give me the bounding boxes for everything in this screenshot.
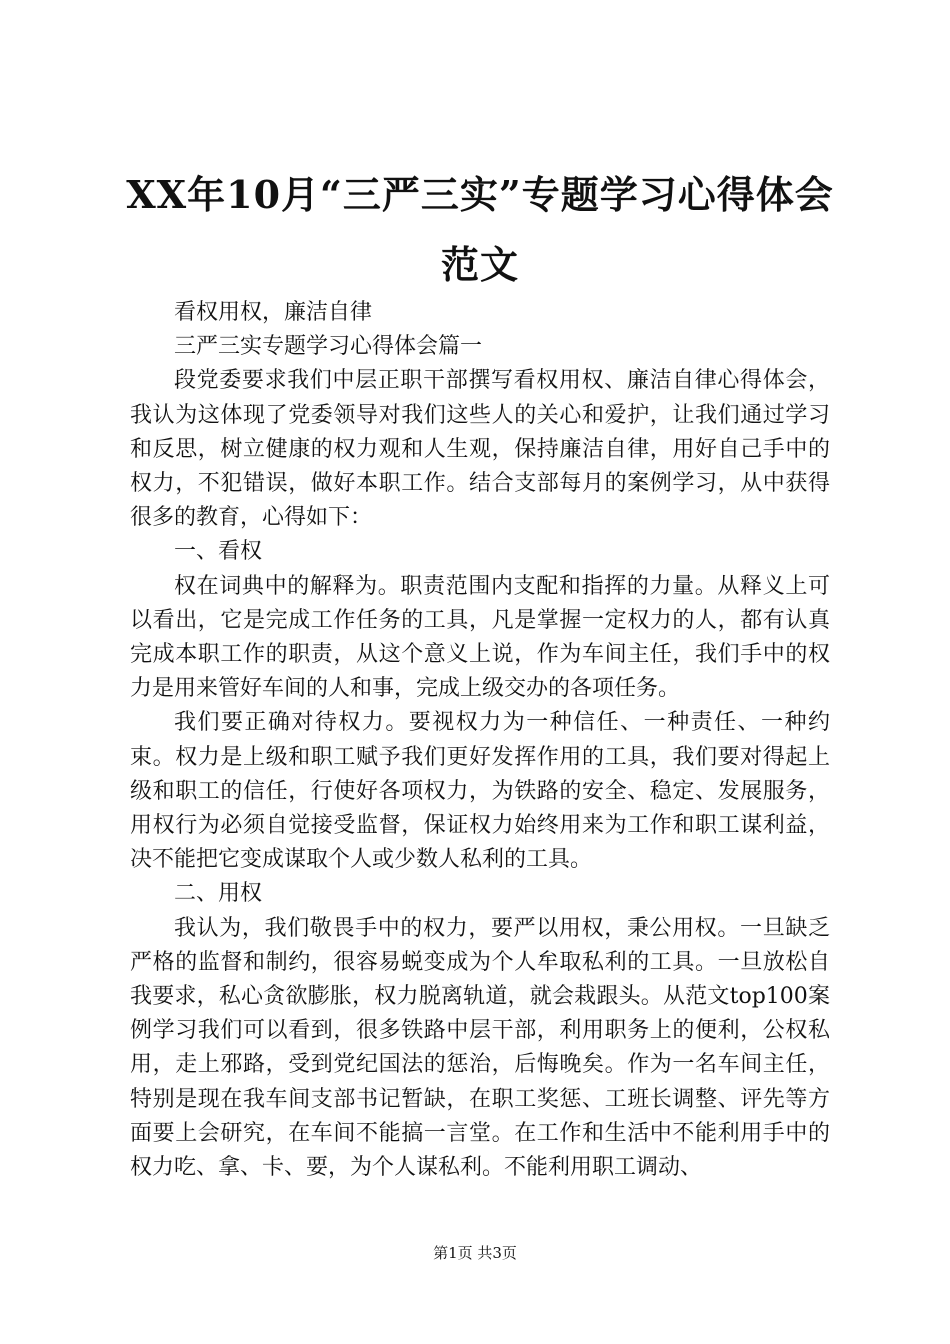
paragraph: 段党委要求我们中层正职干部撰写看权用权、廉洁自律心得体会，我认为这体现了党委领导对我们这些人的关心和爱护，让我们通过学习和反思，树立健康的权力观和人生观，保持廉洁自律，用好自己手中的权力，不犯错误，做好本职工作。结合支部每月的案例学习，从中获得很多的教育，心得如下：	[130, 368, 830, 531]
paragraph: 看权用权，廉洁自律	[174, 300, 373, 325]
paragraph: 二、用权	[174, 881, 263, 907]
document-body	[130, 296, 830, 1185]
document-title: XX年10月“三严三实”专题学习心得体会范文	[126, 172, 834, 287]
paragraph: 权在词典中的解释为。职责范围内支配和指挥的力量。从释义上可以看出，它是完成工作任务的工具，凡是掌握一定权力的人，都有认真完成本职工作的职责，从这个意义上说，作为车间主任，我们手中的权力是用来管好车间的人和事，完成上级交办的各项任务。	[130, 573, 830, 702]
paragraph: 我们要正确对待权力。要视权力为一种信任、一种责任、一种约束。权力是上级和职工赋予我们更好发挥作用的工具，我们要对得起上级和职工的信任，行使好各项权力，为铁路的安全、稳定、发展服务，用权行为必须自觉接受监督，保证权力始终用来为工作和职工谋利益，决不能把它变成谋取个人或少数人私利的工具。	[130, 710, 830, 873]
paragraph: 一、看权	[174, 539, 263, 565]
paragraph: 三严三实专题学习心得体会篇一	[174, 334, 483, 360]
page-footer: 第1页 共3页	[433, 1244, 517, 1262]
paragraph: 我认为，我们敬畏手中的权力，要严以用权，秉公用权。一旦缺乏严格的监督和制约，很容易蜕变成为个人牟取私利的工具。一旦放松自我要求，私心贪欲膨胀，权力脱离轨道，就会栽跟头。从范文top100案例学习我们可以看到，很多铁路中层干部，利用职务上的便利，公权私用，走上邪路，受到党纪国法的惩治，后悔晚矣。作为一名车间主任，特别是现在我车间支部书记暂缺，在职工奖惩、工班长调整、评先等方面要上会研究，在车间不能搞一言堂。在工作和生活中不能利用手中的权力吃、拿、卡、要，为个人谋私利。不能利用职工调动、	[130, 915, 830, 1181]
